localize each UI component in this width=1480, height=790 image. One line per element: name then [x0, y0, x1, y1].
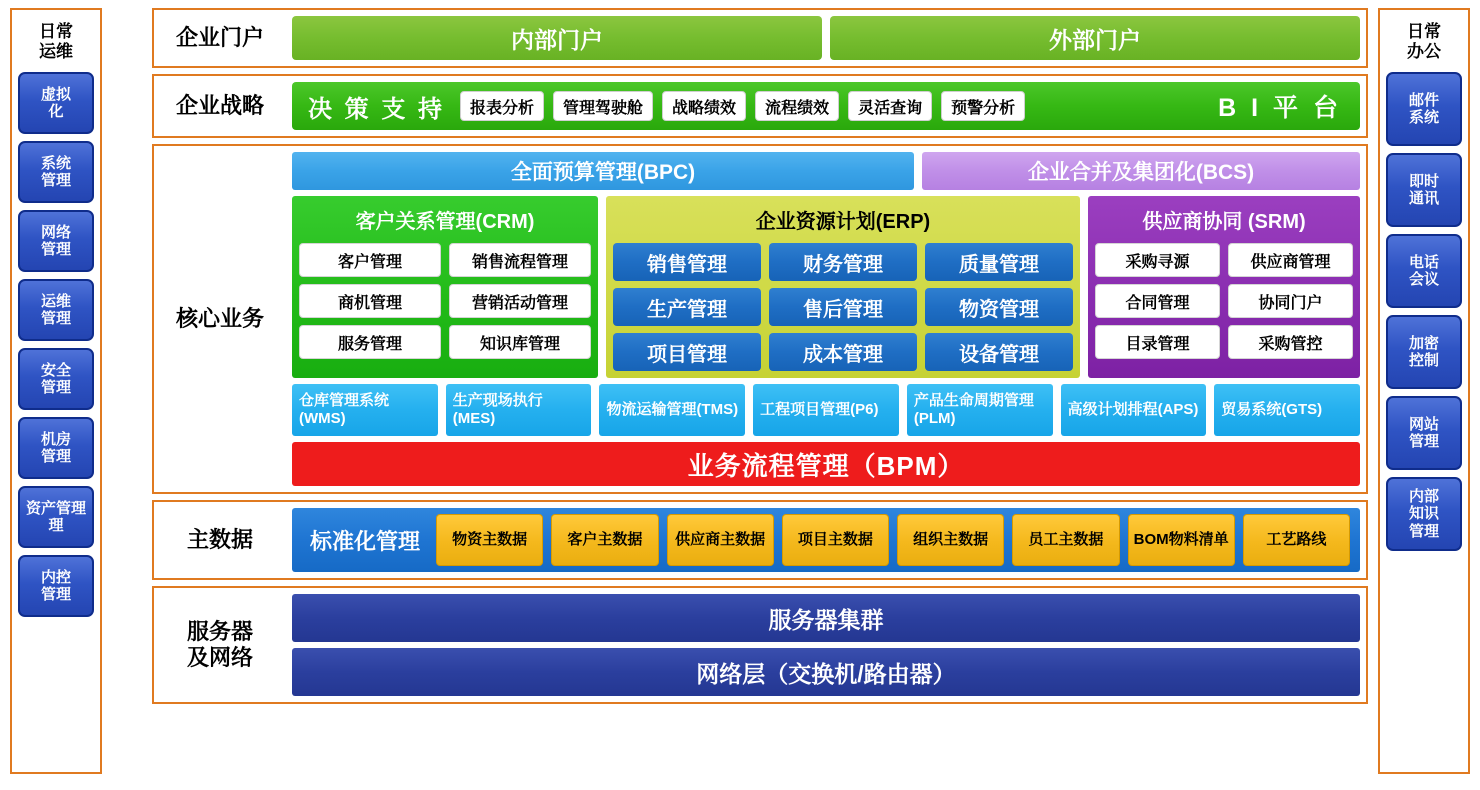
right-rail-item-4[interactable]: 网站 管理 — [1386, 396, 1462, 470]
left-rail-header: 日常 运维 — [39, 22, 73, 61]
strategy-chip-3[interactable]: 流程绩效 — [755, 91, 839, 121]
core-systems — [292, 384, 1360, 436]
crm-item-0-1[interactable]: 销售流程管理 — [449, 243, 591, 277]
band-core — [152, 144, 1368, 494]
srm-item-2-0[interactable]: 目录管理 — [1095, 325, 1220, 359]
srm-item-0-0[interactable]: 采购寻源 — [1095, 243, 1220, 277]
left-rail-item-4[interactable]: 安全 管理 — [18, 348, 94, 410]
pillar-erp — [606, 196, 1080, 378]
erp-item-2-0[interactable]: 项目管理 — [613, 333, 761, 371]
strategy-bar — [292, 82, 1360, 130]
right-rail-item-1[interactable]: 即时 通讯 — [1386, 153, 1462, 227]
band-strategy-label: 企业战略 — [175, 92, 264, 118]
band-server-label: 服务器 及网络 — [186, 618, 253, 670]
erp-item-2-1[interactable]: 成本管理 — [769, 333, 917, 371]
srm-item-1-0[interactable]: 合同管理 — [1095, 284, 1220, 318]
strategy-chip-5[interactable]: 预警分析 — [941, 91, 1025, 121]
left-rail-item-0[interactable]: 虚拟 化 — [18, 72, 94, 134]
center-column — [152, 8, 1368, 710]
md-chip-5[interactable]: 员工主数据 — [1012, 514, 1119, 566]
right-rail-item-2[interactable]: 电话 会议 — [1386, 234, 1462, 308]
right-rail-item-5[interactable]: 内部 知识 管理 — [1386, 477, 1462, 551]
erp-item-0-1[interactable]: 财务管理 — [769, 243, 917, 281]
band-strategy — [152, 74, 1368, 138]
system-tms[interactable]: 物流运输管理(TMS) — [599, 384, 745, 436]
core-bpc[interactable]: 全面预算管理(BPC) — [292, 152, 914, 190]
left-rail-item-2[interactable]: 网络 管理 — [18, 210, 94, 272]
left-rail-item-1[interactable]: 系统 管理 — [18, 141, 94, 203]
left-rail — [10, 8, 102, 774]
erp-item-1-0[interactable]: 生产管理 — [613, 288, 761, 326]
pillar-crm — [292, 196, 598, 378]
system-mes[interactable]: 生产现场执行(MES) — [446, 384, 592, 436]
srm-item-0-1[interactable]: 供应商管理 — [1228, 243, 1353, 277]
pillar-srm-title: 供应商协同 (SRM) — [1142, 211, 1306, 233]
md-chip-4[interactable]: 组织主数据 — [897, 514, 1004, 566]
srm-item-1-1[interactable]: 协同门户 — [1228, 284, 1353, 318]
strategy-bi-platform: B I 平 台 — [1218, 94, 1342, 122]
band-master-data-label: 主数据 — [186, 526, 253, 552]
band-server — [152, 586, 1368, 704]
strategy-chip-1[interactable]: 管理驾驶舱 — [553, 91, 653, 121]
core-pillars — [292, 196, 1360, 378]
band-portal-label: 企业门户 — [175, 24, 264, 50]
erp-item-0-2[interactable]: 质量管理 — [925, 243, 1073, 281]
md-chip-0[interactable]: 物资主数据 — [436, 514, 543, 566]
band-portal — [152, 8, 1368, 68]
right-rail-header: 日常 办公 — [1407, 22, 1441, 61]
strategy-title: 决 策 支 持 — [308, 95, 446, 123]
system-plm[interactable]: 产品生命周期管理(PLM) — [907, 384, 1053, 436]
network-layer[interactable]: 网络层（交换机/路由器） — [292, 648, 1360, 696]
left-rail-item-3[interactable]: 运维 管理 — [18, 279, 94, 341]
crm-item-1-1[interactable]: 营销活动管理 — [449, 284, 591, 318]
erp-item-2-2[interactable]: 设备管理 — [925, 333, 1073, 371]
md-chip-2[interactable]: 供应商主数据 — [667, 514, 774, 566]
left-rail-item-6[interactable]: 资产管理 理 — [18, 486, 94, 548]
md-chip-6[interactable]: BOM物料清单 — [1128, 514, 1235, 566]
pillar-srm — [1088, 196, 1360, 378]
pillar-crm-title: 客户关系管理(CRM) — [355, 211, 535, 233]
md-chip-1[interactable]: 客户主数据 — [551, 514, 658, 566]
crm-item-1-0[interactable]: 商机管理 — [299, 284, 441, 318]
core-bpm[interactable]: 业务流程管理（BPM） — [292, 442, 1360, 486]
core-bcs[interactable]: 企业合并及集团化(BCS) — [922, 152, 1360, 190]
master-data-title: 标准化管理 — [310, 528, 421, 554]
band-core-label: 核心业务 — [175, 305, 264, 331]
erp-item-0-0[interactable]: 销售管理 — [613, 243, 761, 281]
crm-item-2-1[interactable]: 知识库管理 — [449, 325, 591, 359]
system-aps[interactable]: 高级计划排程(APS) — [1061, 384, 1207, 436]
strategy-chip-0[interactable]: 报表分析 — [460, 91, 544, 121]
server-cluster[interactable]: 服务器集群 — [292, 594, 1360, 642]
right-rail-item-3[interactable]: 加密 控制 — [1386, 315, 1462, 389]
right-rail-item-0[interactable]: 邮件 系统 — [1386, 72, 1462, 146]
portal-internal[interactable]: 内部门户 — [292, 16, 822, 60]
portal-external[interactable]: 外部门户 — [830, 16, 1360, 60]
erp-item-1-1[interactable]: 售后管理 — [769, 288, 917, 326]
right-rail — [1378, 8, 1470, 774]
system-p6[interactable]: 工程项目管理(P6) — [753, 384, 899, 436]
erp-item-1-2[interactable]: 物资管理 — [925, 288, 1073, 326]
strategy-chip-2[interactable]: 战略绩效 — [662, 91, 746, 121]
srm-item-2-1[interactable]: 采购管控 — [1228, 325, 1353, 359]
band-master-data — [152, 500, 1368, 580]
system-wms[interactable]: 仓库管理系统(WMS) — [292, 384, 438, 436]
crm-item-0-0[interactable]: 客户管理 — [299, 243, 441, 277]
md-chip-3[interactable]: 项目主数据 — [782, 514, 889, 566]
system-gts[interactable]: 贸易系统(GTS) — [1214, 384, 1360, 436]
pillar-erp-title: 企业资源计划(ERP) — [755, 211, 931, 233]
crm-item-2-0[interactable]: 服务管理 — [299, 325, 441, 359]
md-chip-7[interactable]: 工艺路线 — [1243, 514, 1350, 566]
master-data-bar — [292, 508, 1360, 572]
left-rail-item-7[interactable]: 内控 管理 — [18, 555, 94, 617]
left-rail-item-5[interactable]: 机房 管理 — [18, 417, 94, 479]
strategy-chip-4[interactable]: 灵活查询 — [848, 91, 932, 121]
